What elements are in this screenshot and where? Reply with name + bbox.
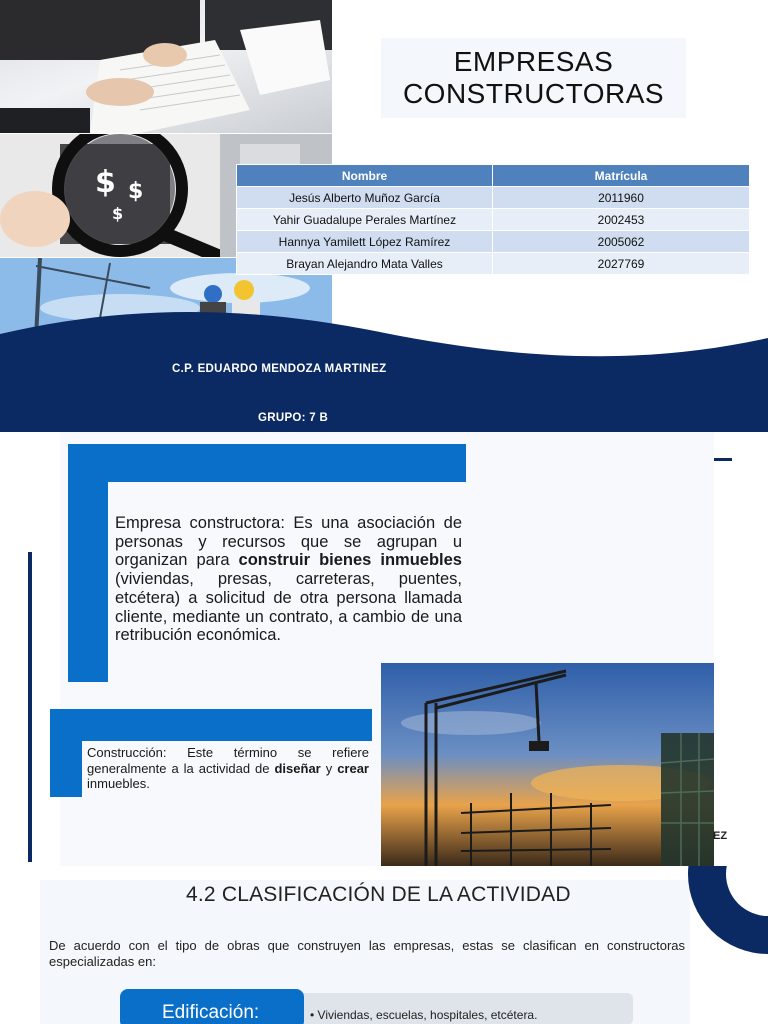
table-row	[237, 253, 750, 275]
definition-frame-side	[68, 482, 108, 682]
definition-frame-top	[68, 444, 466, 482]
business-meeting-photo	[0, 0, 332, 133]
table-header-row	[237, 165, 750, 187]
student-id: 2005062	[493, 231, 750, 253]
category-edificacion: Edificación:	[120, 989, 304, 1024]
students-table	[236, 164, 750, 275]
slide-classification	[0, 866, 768, 1024]
student-name: Jesús Alberto Muñoz García	[237, 187, 493, 209]
navy-ring-decoration	[686, 866, 768, 956]
cropped-footer-text: EZ	[713, 830, 728, 842]
svg-text:$: $	[95, 165, 116, 200]
title-line-2: CONSTRUCTORAS	[402, 78, 665, 109]
company-definition: Empresa constructora: Es una asociación de personas y recursos que se agrupan u organizan para construir bienes inmuebles (viviendas, presas, carreteras, puentes, etcétera) a solicitud de otra persona llamada cliente, mediante un contrato, a cambio de una retribución económica.	[115, 514, 462, 645]
definition-highlight: construir bienes inmuebles	[238, 551, 462, 570]
section-title: 4.2 CLASIFICACIÓN DE LA ACTIVIDAD	[186, 883, 571, 906]
student-id: 2011960	[493, 187, 750, 209]
category-items: • Viviendas, escuelas, hospitales, etcétera.	[310, 1008, 538, 1022]
construction-frame-top	[50, 709, 372, 741]
slide-definitions	[0, 432, 768, 866]
student-name: Hannya Yamilett López Ramírez	[237, 231, 493, 253]
svg-text:$: $	[112, 204, 124, 223]
column-header-name: Nombre	[237, 165, 493, 187]
slide-title	[0, 0, 768, 432]
table-row	[237, 231, 750, 253]
student-id: 2002453	[493, 209, 750, 231]
table-row	[237, 209, 750, 231]
left-accent-line	[28, 552, 32, 862]
group-label: GRUPO: 7 B	[258, 412, 329, 424]
teacher-name: C.P. EDUARDO MENDOZA MARTINEZ	[172, 363, 387, 375]
svg-text:$: $	[128, 179, 144, 204]
slide-title-box	[381, 38, 686, 118]
construction-site-photo	[381, 663, 714, 866]
title-line-1: EMPRESAS	[453, 46, 614, 77]
classification-intro: De acuerdo con el tipo de obras que construyen las empresas, estas se clasifican en constructoras especializadas en:	[49, 938, 685, 969]
column-header-id: Matrícula	[493, 165, 750, 187]
table-row	[237, 187, 750, 209]
construction-frame-side	[50, 741, 82, 797]
student-name: Brayan Alejandro Mata Valles	[237, 253, 493, 275]
top-right-accent	[714, 458, 732, 461]
construction-definition: Construcción: Este término se refiere generalmente a la actividad de diseñar y crear inmuebles.	[87, 745, 369, 791]
student-id: 2027769	[493, 253, 750, 275]
student-name: Yahir Guadalupe Perales Martínez	[237, 209, 493, 231]
